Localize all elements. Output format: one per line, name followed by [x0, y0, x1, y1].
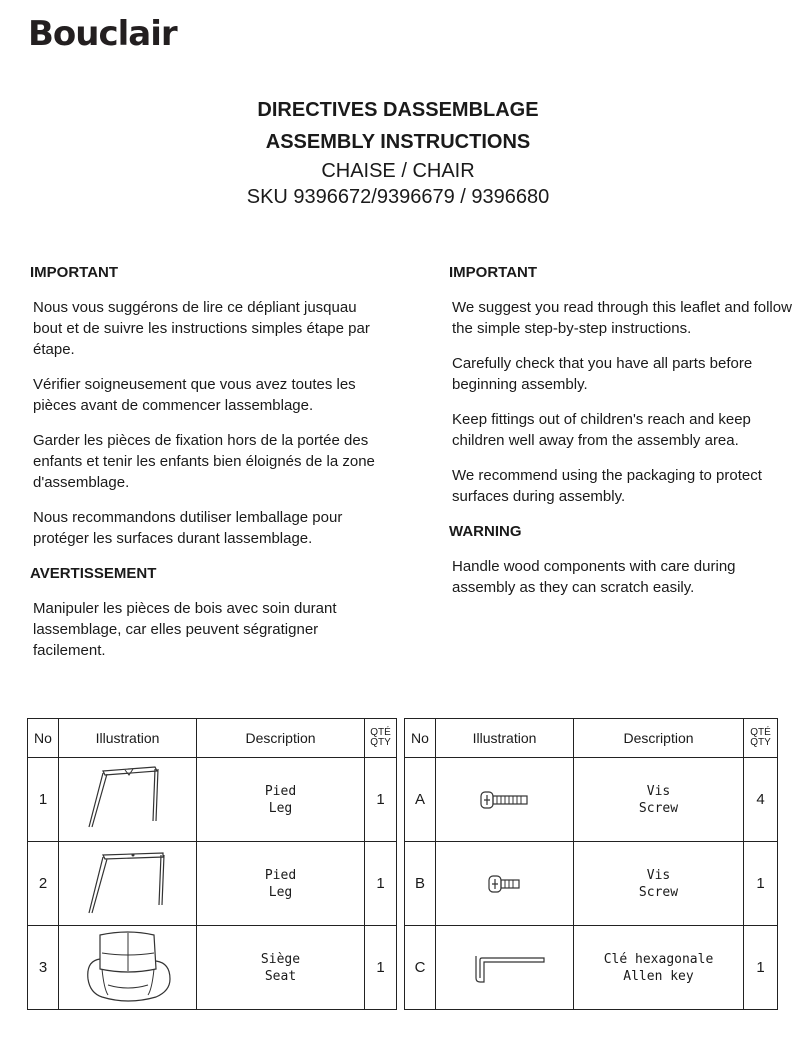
table-row — [405, 842, 778, 926]
header-illustration: Illustration — [436, 719, 574, 758]
short-screw-icon — [485, 872, 525, 896]
header-illustration: Illustration — [59, 719, 197, 758]
table-row — [28, 758, 397, 842]
title-block — [0, 94, 796, 210]
part-description: Vis Screw — [574, 758, 744, 842]
french-paragraph: Vérifier soigneusement que vous avez toutes les pièces avant de commencer lassemblage. — [33, 376, 356, 414]
parts-table-right — [404, 718, 778, 1010]
part-illustration — [59, 926, 197, 1010]
table-row — [28, 842, 397, 926]
english-paragraph: Carefully check that you have all parts before beginning assembly. — [452, 355, 753, 393]
part-illustration — [436, 842, 574, 926]
french-paragraph: Nous recommandons dutiliser lemballage pour protéger les surfaces durant lassemblage. — [33, 509, 343, 547]
english-paragraph: Keep fittings out of children's reach and keep children well away from the assembly area. — [452, 411, 751, 449]
table-header-row — [28, 719, 397, 758]
header-description: Description — [197, 719, 365, 758]
parts-table-left — [27, 718, 397, 1010]
part-number: A — [405, 758, 436, 842]
part-description: Siège Seat — [197, 926, 365, 1010]
part-description: Pied Leg — [197, 758, 365, 842]
part-quantity: 1 — [744, 842, 778, 926]
english-paragraph: We suggest you read through this leaflet and follow the simple step-by-step instructions. — [452, 299, 792, 337]
part-quantity: 1 — [365, 842, 397, 926]
french-warning-text: Manipuler les pièces de bois avec soin durant lassemblage, car elles peuvent ségratigner facilement. — [33, 600, 337, 659]
part-quantity: 1 — [365, 758, 397, 842]
part-description: Pied Leg — [197, 842, 365, 926]
french-paragraph: Nous vous suggérons de lire ce dépliant jusquau bout et de suivre les instructions simples étape par étape. — [33, 299, 370, 358]
part-description: Vis Screw — [574, 842, 744, 926]
part-quantity: 4 — [744, 758, 778, 842]
leg-icon — [83, 849, 173, 919]
english-paragraph: We recommend using the packaging to protect surfaces during assembly. — [452, 467, 762, 505]
part-quantity: 1 — [744, 926, 778, 1010]
header-no: No — [28, 719, 59, 758]
header-description: Description — [574, 719, 744, 758]
part-illustration — [59, 758, 197, 842]
product-name: CHAISE / CHAIR — [321, 160, 475, 182]
part-description: Clé hexagonale Allen key — [574, 926, 744, 1010]
long-screw-icon — [475, 788, 535, 812]
title-french: DIRECTIVES DASSEMBLAGE — [257, 99, 539, 121]
french-warning-heading: AVERTISSEMENT — [30, 565, 157, 582]
title-english: ASSEMBLY INSTRUCTIONS — [265, 131, 531, 153]
header-no: No — [405, 719, 436, 758]
part-illustration — [436, 758, 574, 842]
part-quantity: 1 — [365, 926, 397, 1010]
table-row — [405, 926, 778, 1010]
table-header-row — [405, 719, 778, 758]
allen-key-icon — [460, 948, 550, 988]
french-heading: IMPORTANT — [30, 264, 119, 281]
english-instructions — [449, 262, 799, 612]
part-illustration — [59, 842, 197, 926]
table-row — [405, 758, 778, 842]
part-number: B — [405, 842, 436, 926]
header-qty: QTÉ QTY — [365, 719, 397, 758]
french-instructions — [30, 262, 380, 675]
part-number: 3 — [28, 926, 59, 1010]
leg-icon — [83, 765, 173, 835]
header-qty: QTÉ QTY — [744, 719, 778, 758]
part-number: 2 — [28, 842, 59, 926]
part-number: 1 — [28, 758, 59, 842]
part-illustration — [436, 926, 574, 1010]
seat-icon — [78, 929, 178, 1007]
english-heading: IMPORTANT — [449, 264, 538, 281]
part-number: C — [405, 926, 436, 1010]
french-paragraph: Garder les pièces de fixation hors de la portée des enfants et tenir les enfants bien éloignés de la zone d'assemblage. — [33, 432, 375, 491]
table-row — [28, 926, 397, 1010]
english-warning-text: Handle wood components with care during assembly as they can scratch easily. — [452, 558, 736, 596]
brand-logo: Bouclair — [28, 14, 177, 54]
english-warning-heading: WARNING — [449, 523, 522, 540]
sku-line: SKU 9396672/9396679 / 9396680 — [246, 186, 550, 208]
